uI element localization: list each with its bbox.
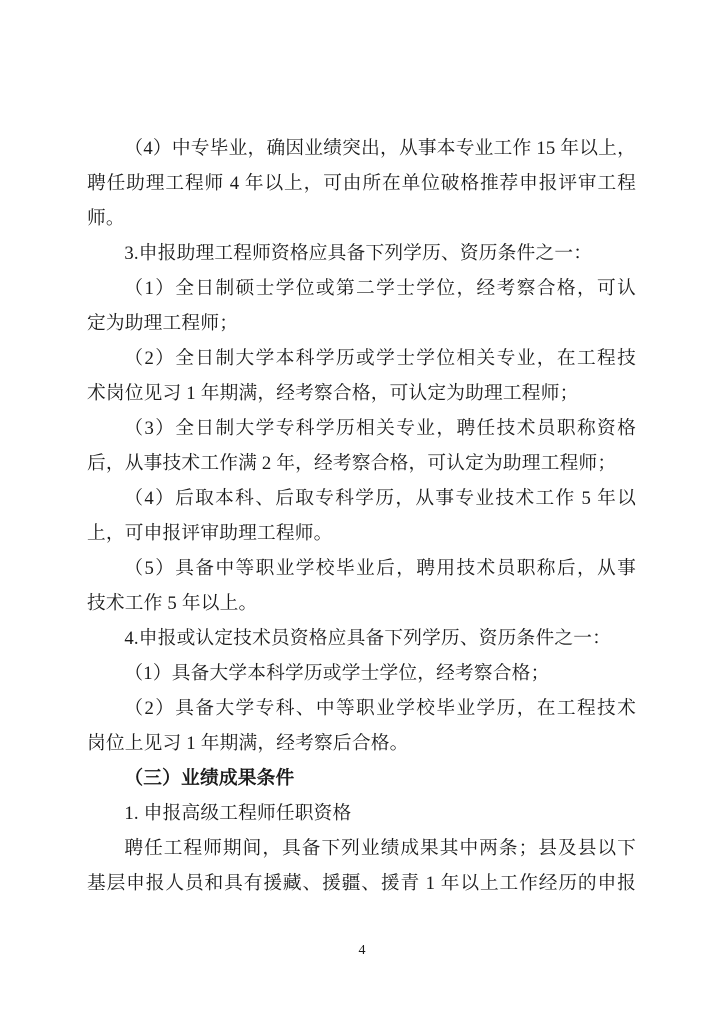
paragraph-line: （5）具备中等职业学校毕业后，聘用技术员职称后，从事 (124, 558, 636, 579)
paragraph-line: （1）全日制硕士学位或第二学士学位，经考察合格，可认 (124, 278, 636, 299)
paragraph-line: 定为助理工程师； (87, 313, 239, 334)
paragraph-line: 技术工作 5 年以上。 (87, 593, 258, 614)
document-body (87, 131, 636, 901)
paragraph-line: 基层申报人员和具有援藏、援疆、援青 1 年以上工作经历的申报 (87, 873, 636, 894)
section-heading: （三）业绩成果条件 (124, 768, 295, 789)
paragraph-line: （4）后取本科、后取专科学历，从事专业技术工作 5 年以 (124, 488, 636, 509)
paragraph-line: （4）中专毕业，确因业绩突出，从事本专业工作 15 年以上， (124, 138, 636, 159)
paragraph-line: 术岗位见习 1 年期满，经考察合格，可认定为助理工程师； (87, 383, 579, 404)
paragraph-line: 聘任工程师期间，具备下列业绩成果其中两条；县及县以下 (124, 838, 636, 859)
paragraph-line: 3.申报助理工程师资格应具备下列学历、资历条件之一： (124, 243, 593, 264)
paragraph-line: 4.申报或认定技术员资格应具备下列学历、资历条件之一： (124, 628, 611, 649)
page-number: 4 (358, 943, 366, 958)
list-item-heading: 1. 申报高级工程师任职资格 (124, 803, 352, 824)
paragraph-line: 岗位上见习 1 年期满，经考察后合格。 (87, 733, 409, 754)
paragraph-line: 聘任助理工程师 4 年以上，可由所在单位破格推荐申报评审工程 (87, 173, 636, 194)
paragraph-line: 上，可申报评审助理工程师。 (87, 523, 333, 544)
paragraph-line: 后，从事技术工作满 2 年，经考察合格，可认定为助理工程师； (87, 453, 617, 474)
paragraph-line: （1）具备大学本科学历或学士学位，经考察合格； (124, 663, 550, 684)
paragraph-line: （3）全日制大学专科学历相关专业，聘任技术员职称资格 (124, 418, 636, 439)
paragraph-line: （2）全日制大学本科学历或学士学位相关专业，在工程技 (124, 348, 636, 369)
paragraph-line: （2）具备大学专科、中等职业学校毕业学历，在工程技术 (124, 698, 636, 719)
paragraph-line: 师。 (87, 208, 125, 229)
